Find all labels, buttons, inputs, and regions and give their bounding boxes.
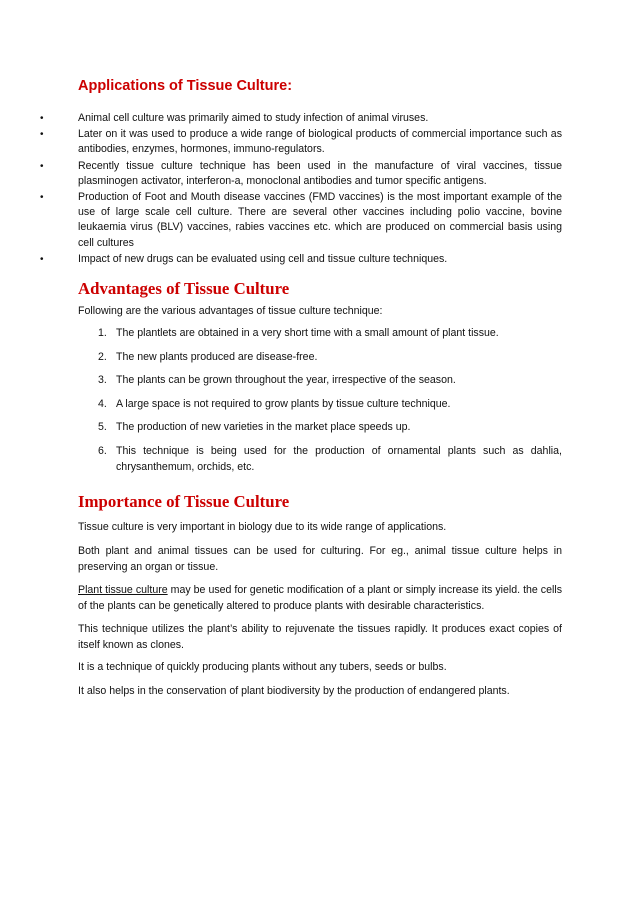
- list-item: 1. The plantlets are obtained in a very short time with a small amount of plant tissue.: [98, 327, 499, 339]
- list-item: 6. This technique is being used for the production of ornamental plants such as dahlia, chrysanthemum, orchids, etc.: [98, 444, 562, 473]
- advantages-list: [0, 326, 638, 483]
- bullet-icon: •: [40, 160, 44, 172]
- importance-heading: Importance of Tissue Culture: [78, 492, 290, 511]
- importance-paragraph-2: Both plant and animal tissues can be used for culturing. For eg., animal tissue culture helps in preserving an organ or tissue.: [78, 545, 562, 573]
- list-item: 4. A large space is not required to grow plants by tissue culture technique.: [98, 397, 451, 410]
- importance-paragraph-3: Plant tissue culture may be used for genetic modification of a plant or simply increase its yield. the cells of the plants can be genetically altered to produce plants with desirable characteristics.: [78, 584, 562, 612]
- importance-paragraph-6: It also helps in the conservation of plant biodiversity by the production of endangered plants.: [78, 685, 510, 697]
- plant-tissue-culture-link[interactable]: Plant tissue culture: [78, 584, 168, 596]
- bullet-icon: •: [40, 192, 44, 204]
- list-item: • Animal cell culture was primarily aimed to study infection of animal viruses.: [0, 111, 638, 126]
- bullet-icon: •: [40, 113, 44, 124]
- bullet-icon: •: [40, 129, 44, 141]
- list-item: • Recently tissue culture technique has been used in the manufacture of viral vaccines, tissue plasminogen activator, interferon-a, monoclonal antibodies and tumor specific antigens.: [40, 159, 562, 187]
- advantages-heading: Advantages of Tissue Culture: [78, 279, 290, 298]
- list-item: 5. The production of new varieties in the market place speeds up.: [98, 421, 411, 434]
- importance-paragraph-4: This technique utilizes the plant’s ability to rejuvenate the tissues rapidly. It produces exact copies of itself known as clones.: [78, 623, 562, 651]
- advantages-intro: Following are the various advantages of tissue culture technique:: [78, 305, 383, 317]
- applications-list: [0, 111, 638, 268]
- list-item: 3. The plants can be grown throughout the year, irrespective of the season.: [98, 374, 456, 387]
- list-item: • Impact of new drugs can be evaluated using cell and tissue culture techniques.: [0, 252, 638, 267]
- applications-heading: Applications of Tissue Culture:: [78, 78, 293, 94]
- list-item: • Later on it was used to produce a wide range of biological products of commercial importance such as antibodies, enzymes, hormones, immuno-regulators.: [40, 128, 562, 156]
- list-item: • Production of Foot and Mouth disease vaccines (FMD vaccines) is the most important example of the use of large scale cell culture. There are several other vaccines including polio vaccine, bovine leukaemia virus (BLV) vaccines, rabies vaccines etc. which are produced on commercial basis using cell cultures: [40, 191, 562, 249]
- list-item: 2. The new plants produced are disease-free.: [98, 350, 318, 363]
- importance-paragraph-5: It is a technique of quickly producing plants without any tubers, seeds or bulbs.: [78, 661, 447, 673]
- bullet-icon: •: [40, 253, 44, 265]
- importance-paragraph-1: Tissue culture is very important in biology due to its wide range of applications.: [78, 521, 447, 533]
